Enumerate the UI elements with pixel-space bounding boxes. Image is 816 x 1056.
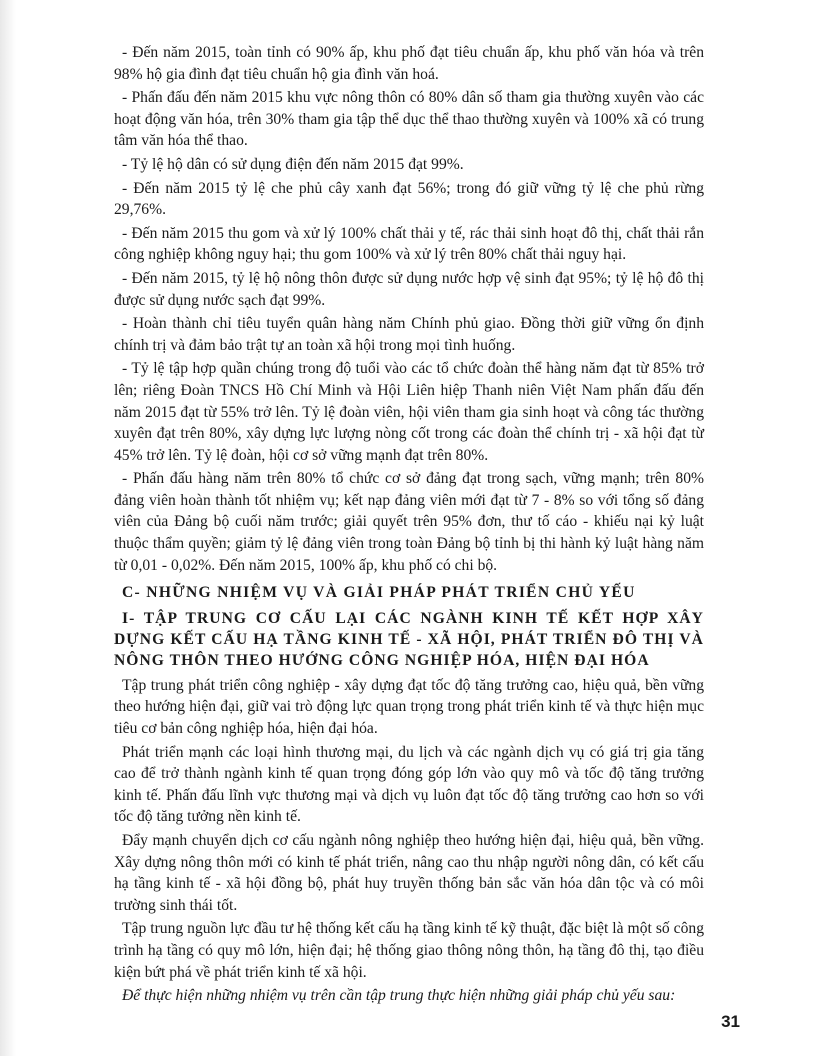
paragraph-target-rural-culture: - Phấn đấu đến năm 2015 khu vực nông thôn có 80% dân số tham gia thường xuyên vào các hoạt động văn hóa, trên 30% tham gia tập thể dục thể thao thường xuyên và 100% xã có trung tâm văn hóa thể thao. [114,89,704,150]
paragraph-agriculture: Đẩy mạnh chuyển dịch cơ cấu ngành nông nghiệp theo hướng hiện đại, hiệu quả, bền vững. Xây dựng nông thôn mới có kinh tế phát triển, nâng cao thu nhập người nông dân, có kết cấu hạ tầng kinh tế - xã hội đồng bộ, phát huy truyền thống bản sắc văn hóa dân tộc và có môi trường sinh thái tốt. [114,832,704,914]
paragraph-industry: Tập trung phát triển công nghiệp - xây dựng đạt tốc độ tăng trưởng cao, hiệu quả, bền vững theo hướng hiện đại, giữ vai trò động lực quan trọng trong phát triển kinh tế và thực hiện mục tiêu cơ bản công nghiệp hóa, hiện đại hóa. [114,676,704,738]
paragraph-infrastructure: Tập trung nguồn lực đầu tư hệ thống kết cấu hạ tầng kinh tế kỹ thuật, đặc biệt là một số công trình hạ tầng có quy mô lớn, hiện đại; hệ thống giao thông nông thôn, hạ tầng đô thị, tạo điều kiện bứt phá về phát triển kinh tế xã hội. [114,920,704,981]
document-body [114,42,704,1009]
page-edge-shadow [0,0,16,1056]
section-c-heading: C- NHỮNG NHIỆM VỤ VÀ GIẢI PHÁP PHÁT TRIỂN CHỦ YẾU [122,584,636,602]
paragraph-target-cultural-villages: - Đến năm 2015, toàn tỉnh có 90% ấp, khu phố đạt tiêu chuẩn ấp, khu phố văn hóa và trên 98% hộ gia đình đạt tiêu chuẩn hộ gia đình văn hoá. [114,44,704,83]
paragraph-services: Phát triển mạnh các loại hình thương mại, du lịch và các ngành dịch vụ có giá trị gia tăng cao để trở thành ngành kinh tế quan trọng đóng góp lớn vào quy mô và tốc độ tăng trưởng kinh tế. Phấn đấu lĩnh vực thương mại và dịch vụ luôn đạt tốc độ tăng trưởng cao hơn so với tốc độ tăng tưởng nền kinh tế. [114,743,704,826]
paragraph-closing-italic: Để thực hiện những nhiệm vụ trên cần tập trung thực hiện những giải pháp chủ yếu sau: [122,987,676,1005]
page-number: 31 [721,1012,740,1031]
paragraph-target-waste: - Đến năm 2015 thu gom và xử lý 100% chất thải y tế, rác thải sinh hoạt đô thị, chất thải rắn công nghiệp không nguy hại; thu gom 100% và xử lý trên 80% chất thải nguy hại. [114,224,704,264]
paragraph-target-mass-organizations: - Tỷ lệ tập hợp quần chúng trong độ tuổi vào các tổ chức đoàn thể hàng năm đạt từ 85% trở lên; riêng Đoàn TNCS Hồ Chí Minh và Hội Liên hiệp Thanh niên Việt Nam phấn đấu đến năm 2015 đạt từ 55% trở lên. Tỷ lệ đoàn viên, hội viên tham gia sinh hoạt và công tác thường xuyên đạt trên 80%, xây dựng lực lượng nòng cốt trong các đoàn thể chính trị - xã hội đạt từ 45% trở lên. Tỷ lệ đoàn, hội cơ sở vững mạnh đạt trên 80%. [114,360,704,464]
paragraph-target-security: - Hoàn thành chỉ tiêu tuyển quân hàng năm Chính phủ giao. Đồng thời giữ vững ổn định chính trị và đảm bảo trật tự an toàn xã hội trong mọi tình huống. [114,315,704,354]
paragraph-target-water: - Đến năm 2015, tỷ lệ hộ nông thôn được sử dụng nước hợp vệ sinh đạt 95%; tỷ lệ hộ đô thị được sử dụng nước sạch đạt 99%. [114,269,704,309]
paragraph-target-party: - Phấn đấu hàng năm trên 80% tổ chức cơ sở đảng đạt trong sạch, vững mạnh; trên 80% đảng viên hoàn thành tốt nhiệm vụ; kết nạp đảng viên mới đạt từ 7 - 8% so với tổng số đảng viên của Đảng bộ cuối năm trước; giải quyết trên 95% đơn, thư tố cáo - khiếu nại kỷ luật thuộc thẩm quyền; giảm tỷ lệ đảng viên trong toàn Đảng bộ tỉnh bị thi hành kỷ luật hàng năm từ 0,01 - 0,02%. Đến năm 2015, 100% ấp, khu phố có chi bộ. [114,470,704,574]
paragraph-target-green-cover: - Đến năm 2015 tỷ lệ che phủ cây xanh đạt 56%; trong đó giữ vững tỷ lệ che phủ rừng 29,76%. [114,179,704,219]
paragraph-target-electricity: - Tỷ lệ hộ dân có sử dụng điện đến năm 2015 đạt 99%. [122,155,464,173]
section-i-heading: I- TẬP TRUNG CƠ CẤU LẠI CÁC NGÀNH KINH TẾ KẾT HỢP XÂY DỰNG KẾT CẤU HẠ TẦNG KINH TẾ - XÃ HỘI, PHÁT TRIỂN ĐÔ THỊ VÀ NÔNG THÔN THEO HƯỚNG CÔNG NGHIỆP HÓA, HIỆN ĐẠI HÓA [114,609,704,669]
